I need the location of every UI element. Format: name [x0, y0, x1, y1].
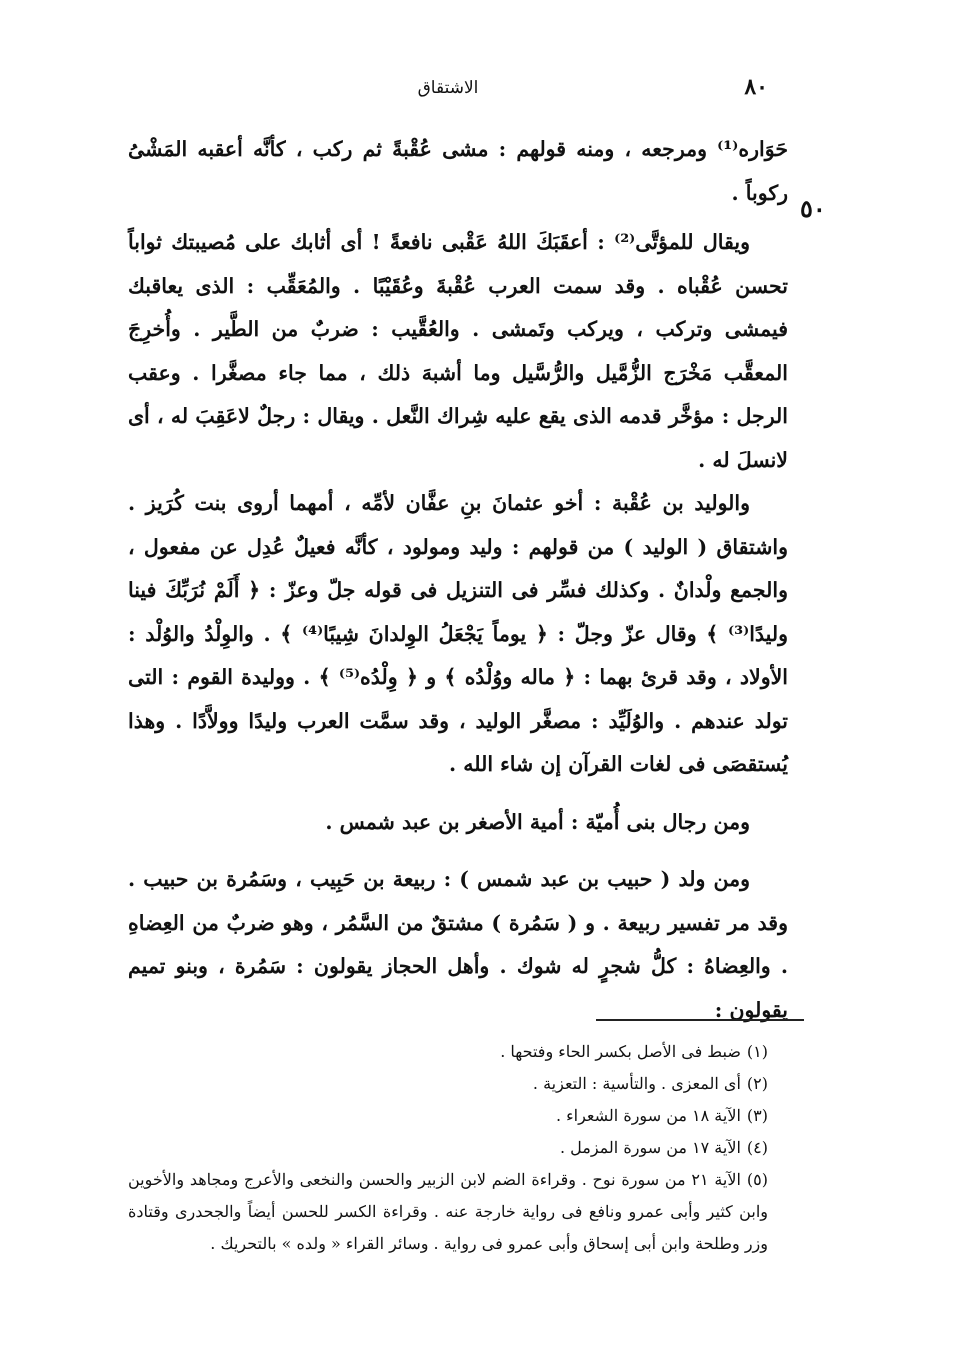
paragraph-habib: ومن ولد ( حبيب بن عبد شمس ) : ربيعة بن حَبِيب ، وسَمُرة بن حبيب . وقد مر تفسير ربيعة . و ( سَمُرة ) مشتقٌ من السَّمُر ، وهو ضربٌ من العِضاهِ . والعِضاهُ : كلُّ شجرٍ له شوك . وأهل الحجاز يقولون : سَمُرة ، وبنو تميم يقولون :	[128, 867, 788, 1022]
page-number: ٨٠	[744, 74, 768, 100]
footnote-item	[128, 1068, 768, 1100]
footnote-divider	[596, 1019, 804, 1021]
footnote-item	[128, 1132, 768, 1164]
footnote-number: (٣)	[746, 1106, 768, 1125]
footnote-item	[128, 1100, 768, 1132]
footnote-number: (٢)	[746, 1074, 768, 1093]
paragraph-continuation: حَوَاره⁽¹⁾ ومرجعه ، ومنه قولهم : مشى عُقْبةً ثم ركب ، كأنَّه أعقبه المَشْىُ ركوباً .	[128, 137, 788, 205]
paragraph-umayya: ومن رجال بنى أُميّة : أمية الأصغر بن عبد شمس .	[325, 809, 750, 834]
paragraph-aqaba: ويقال للمؤتَّى⁽²⁾ : أعقَبَكَ اللهُ عَقْبى نافعةً ! أى أثابك على مُصيبتك ثواباً تحسن عُقْباه . وقد سمت العرب عُقْبةَ وعُقَيْبًا . والمُعَقِّب : الذى يعاقبك فيمشى وتركب ، ويركب وتَمشى . والعُقَّيب : ضربٌ من الطَّير . وأُخرِجَ المعقَّب مَخْرَج الزُّمَّيل والرُّسَّيل وما أشبهَ ذلك ، مما جاء مصغَّرا . وعقب الرجل : مؤخَّر قدمه الذى يقع عليه شِراك النَّعل . ويقال : رجلٌ لاعَقِبَ له ، أى لانسلَ له .	[128, 230, 788, 472]
footnote-item	[128, 1164, 768, 1260]
footnote-text: ضبط فى الأصل بكسر الحاء وفتحها .	[500, 1042, 741, 1061]
footnote-item	[128, 1036, 768, 1068]
footnote-number: (٥)	[746, 1170, 769, 1189]
running-title: الاشتقاق	[417, 78, 479, 98]
footnote-number: (١)	[746, 1042, 768, 1061]
footnote-text: أى المعزى . والتأسية : التعزية .	[532, 1074, 741, 1093]
section-marker: ٥٠	[800, 194, 826, 223]
paragraph-walid: والوليد بن عُقْبة : أخو عثمانَ بنِ عفَّان لأمِّه ، أمهما أروى بنت كُرَيز . واشتقاق ( الوليد ) من قولهم : وليد ومولود ، كأنَّه فعيلٌ عُدِل عن مفعول ، والجمع ولْدانٌ . وكذلك فسِّر فى التنزيل فى قوله جلّ وعزّ : ﴿ أَلَمْ نُرَبِّكَ فينا وليدًا⁽³⁾ ﴾ وقال عزّ وجلّ : ﴿ يوماً يَجْعَلُ الوِلدانَ شِيبًا⁽⁴⁾ ﴾ . والوِلْدُ والوُلْد : الأولاد ، وقد قرئ بهما : ﴿ ماله ووُلْدُه ﴾ و ﴿ وِلْدُه⁽⁵⁾ ﴾ . ووليدة القوم : التى تولد عندهم . والوُلَيِّد : مصغَّر الوليد ، وقد سمَّت العرب وليدًا وولاَّدًا . وهذا يُستقصَى فى لغات القرآن إن شاء الله .	[128, 491, 788, 776]
footnote-text: الآية ١٧ من سورة المزمل .	[559, 1138, 741, 1157]
footnotes	[128, 1036, 768, 1260]
page-header	[128, 74, 768, 108]
footnote-number: (٤)	[746, 1138, 768, 1157]
footnote-text: الآية ١٨ من سورة الشعراء .	[555, 1106, 741, 1125]
main-text	[128, 128, 788, 1032]
footnote-text: الآية ٢١ من سورة نوح . وقراءة الضم لابن الزبير والحسن والنخعى والأعرج ومجاهد والأخوين وابن كثير وأبى عمرو ونافع فى رواية خارجة عنه . وقراءة الكسر للحسن أيضاً والجحدرى وقتادة وزر وطلحة وابن أبى إسحاق وأبى عمرو فى رواية . وسائر القراء « ولده » بالتحريك .	[128, 1170, 768, 1253]
